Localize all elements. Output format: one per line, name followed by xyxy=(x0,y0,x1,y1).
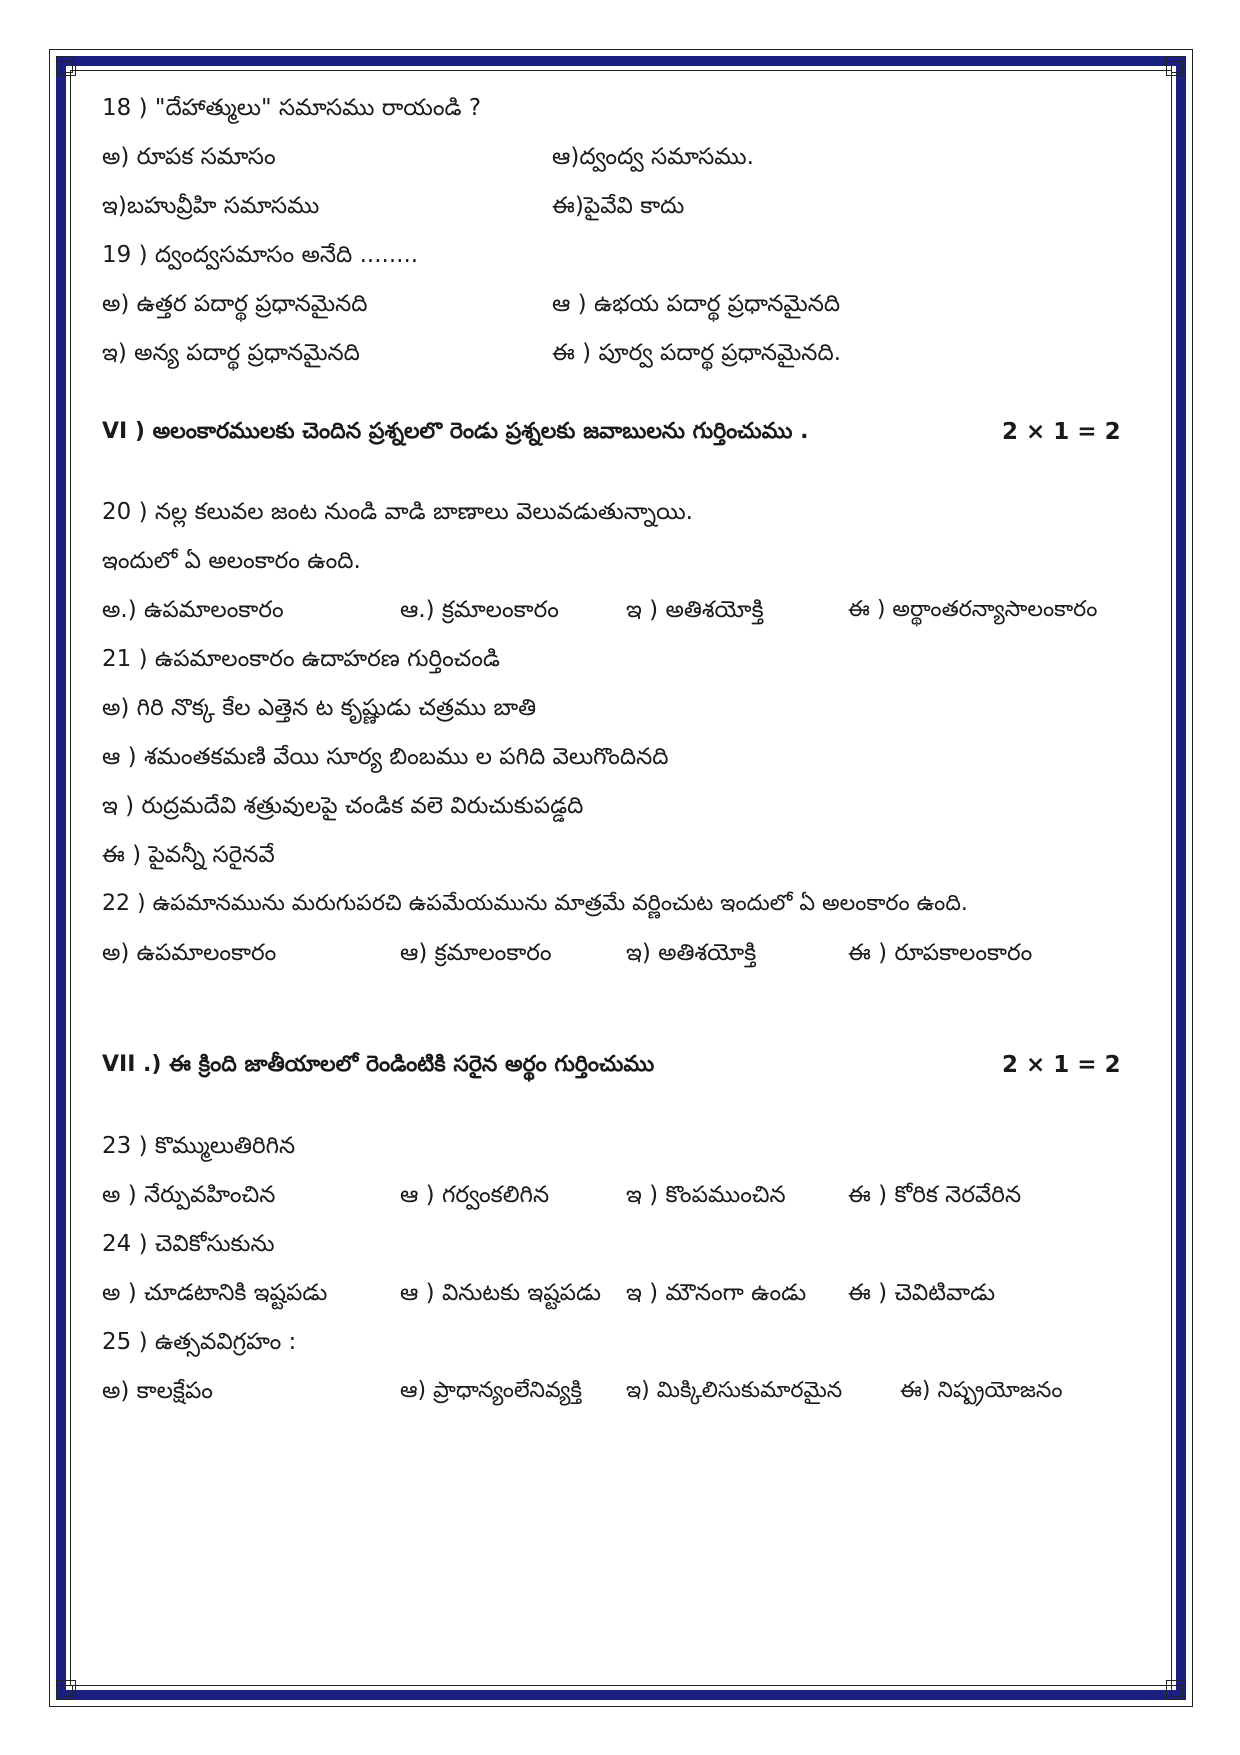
q18-option-c: ఇ)బహువ్రీహి సమాసము xyxy=(102,193,320,219)
q20-option-b: ఆ.) క్రమాలంకారం xyxy=(400,597,559,623)
q25-option-b: ఆ) ప్రాధాన్యంలేనివ్యక్తి xyxy=(400,1378,582,1403)
q21-option-a: అ) గిరి నొక్క కేల ఎత్తెన ట కృష్ణుడు చత్రము బాతి xyxy=(102,695,537,721)
q24-option-d: ఈ ) చెవిటివాడు xyxy=(848,1280,996,1306)
q22-option-c: ఇ) అతిశయోక్తి xyxy=(626,940,757,966)
q24-option-a: అ ) చూడటానికి ఇష్టపడు xyxy=(102,1280,328,1306)
q23-option-a: అ ) నేర్పువహించిన xyxy=(102,1182,276,1208)
q19-option-d: ఈ ) పూర్వ పదార్థ ప్రధానమైనది. xyxy=(552,340,842,366)
q19-option-c: ఇ) అన్య పదార్థ ప్రధానమైనది xyxy=(102,340,360,366)
section-6-marks: 2 × 1 = 2 xyxy=(1002,419,1121,445)
question-18: 18 ) "దేహాత్ములు" సమాసము రాయండి ? xyxy=(102,95,482,121)
q19-option-a: అ) ఉత్తర పదార్థ ప్రధానమైనది xyxy=(102,291,368,317)
q25-option-d: ఈ) నిష్ప్రయోజనం xyxy=(900,1378,1063,1403)
question-24: 24 ) చెవికోసుకును xyxy=(102,1231,275,1257)
question-25: 25 ) ఉత్సవవిగ్రహం : xyxy=(102,1329,297,1355)
question-23: 23 ) కొమ్ములుతిరిగిన xyxy=(102,1133,296,1159)
question-19: 19 ) ద్వంద్వసమాసం అనేది ........ xyxy=(102,242,419,268)
q18-option-a: అ) రూపక సమాసం xyxy=(102,144,276,170)
q22-option-d: ఈ ) రూపకాలంకారం xyxy=(848,940,1033,966)
question-20-line-2: ఇందులో ఏ అలంకారం ఉంది. xyxy=(102,548,361,574)
q23-option-c: ఇ ) కొంపముంచిన xyxy=(626,1182,786,1208)
q22-option-a: అ) ఉపమాలంకారం xyxy=(102,940,277,966)
q24-option-b: ఆ ) వినుటకు ఇష్టపడు xyxy=(400,1280,602,1306)
q23-option-b: ఆ ) గర్వంకలిగిన xyxy=(400,1182,550,1208)
section-7-heading: VII .) ఈ క్రింది జాతీయాలలో రెండింటికి సరైన అర్థం గుర్తించుము xyxy=(102,1052,655,1077)
q20-option-a: అ.) ఉపమాలంకారం xyxy=(102,597,284,623)
q21-option-b: ఆ ) శమంతకమణి వేయి సూర్య బింబము ల పగిది వెలుగొందినది xyxy=(102,744,669,770)
q18-option-d: ఈ)పైవేవి కాదు xyxy=(552,193,685,219)
section-7-marks: 2 × 1 = 2 xyxy=(1002,1052,1121,1078)
q24-option-c: ఇ ) మౌనంగా ఉండు xyxy=(626,1280,807,1306)
q18-option-b: ఆ)ద్వంద్వ సమాసము. xyxy=(552,144,754,170)
section-6-heading: VI ) అలంకారములకు చెందిన ప్రశ్నలలొ రెండు ప్రశ్నలకు జవాబులను గుర్తించుము . xyxy=(102,419,809,444)
question-22: 22 ) ఉపమానమును మరుగుపరచి ఉపమేయమును మాత్రమే వర్ణించుట ఇందులో ఏ అలంకారం ఉంది. xyxy=(102,891,968,916)
q25-option-c: ఇ) మిక్కిలిసుకుమారమైన xyxy=(626,1378,843,1403)
q20-option-d: ఈ ) అర్థాంతరన్యాసాలంకారం xyxy=(848,597,1098,622)
q25-option-a: అ) కాలక్షేపం xyxy=(102,1378,213,1404)
q22-option-b: ఆ) క్రమాలంకారం xyxy=(400,940,552,966)
q20-option-c: ఇ ) అతిశయోక్తి xyxy=(626,597,764,623)
q21-option-d: ఈ ) పైవన్నీ సరైనవే xyxy=(102,842,275,868)
q19-option-b: ఆ ) ఉభయ పదార్థ ప్రధానమైనది xyxy=(552,291,841,317)
question-20: 20 ) నల్ల కలువల జంట నుండి వాడి బాణాలు వెలువడుతున్నాయి. xyxy=(102,499,693,525)
q21-option-c: ఇ ) రుద్రమదేవి శత్రువులపై చండిక వలె విరుచుకుపడ్డది xyxy=(102,793,584,819)
q23-option-d: ఈ ) కోరిక నెరవేరిన xyxy=(848,1182,1022,1208)
question-21: 21 ) ఉపమాలంకారం ఉదాహరణ గుర్తించండి xyxy=(102,646,500,672)
